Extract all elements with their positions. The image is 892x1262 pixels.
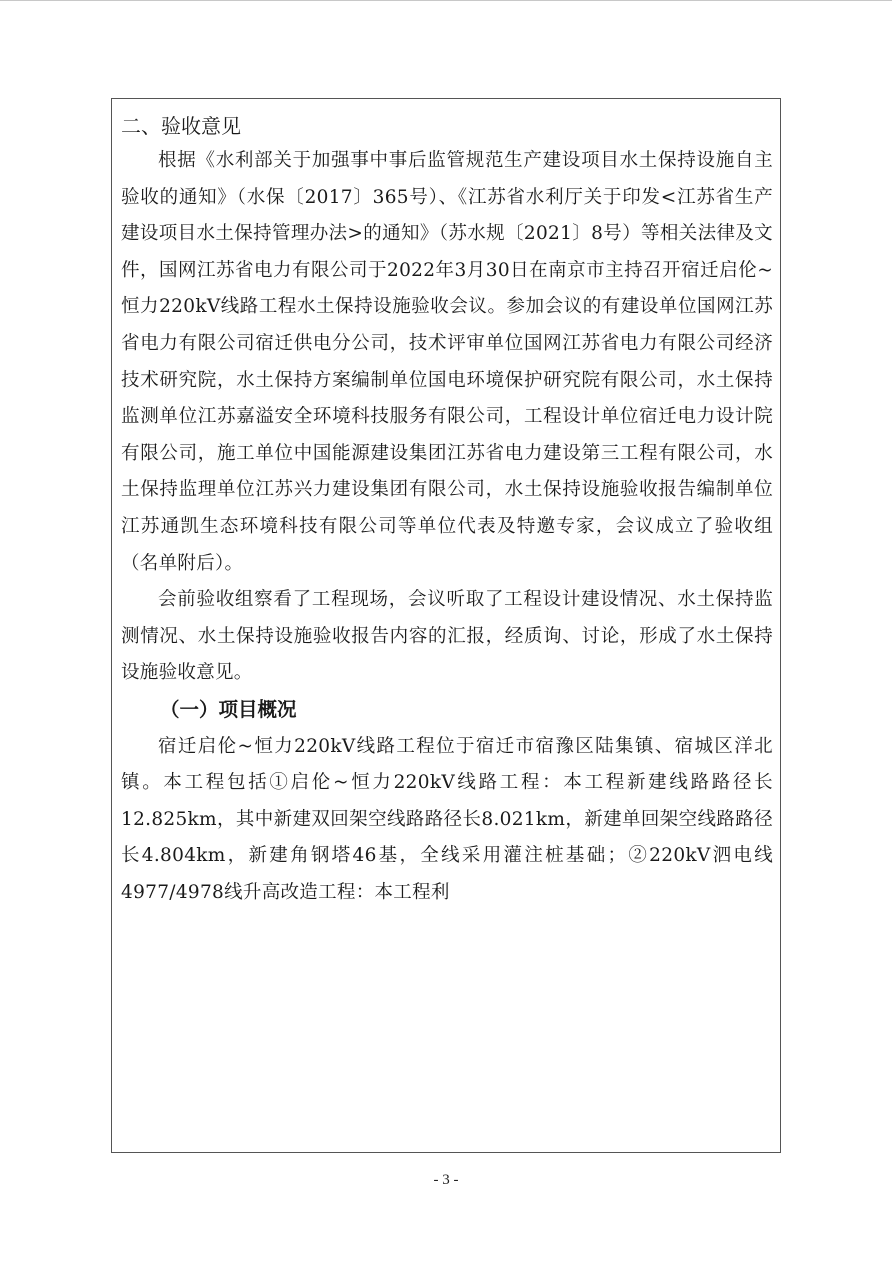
section-title: 二、验收意见 — [121, 114, 241, 138]
document-content — [121, 109, 773, 911]
overview-paragraph: 宿迁启伦~恒力220kV线路工程位于宿迁市宿豫区陆集镇、宿城区洋北镇。本工程包括①启伦~恒力220kV线路工程：本工程新建线路路径长12.825km，其中新建双回架空线路路径长8.021km，新建单回架空线路路径长4.804km，新建角钢塔46基，全线采用灌注桩基础；②220kV泗电线4977/4978线升高改造工程：本工程利 — [121, 735, 773, 903]
page-number: - 3 - — [433, 1172, 459, 1188]
subsection-title: （一）项目概况 — [160, 697, 297, 721]
body-paragraph-2: 会前验收组察看了工程现场，会议听取了工程设计建设情况、水土保持监测情况、水土保持设施验收报告内容的汇报，经质询、讨论，形成了水土保持设施验收意见。 — [121, 589, 773, 684]
body-paragraph-1: 根据《水利部关于加强事中事后监管规范生产建设项目水土保持设施自主验收的通知》（水保〔2017〕365号）、《江苏省水利厅关于印发<江苏省生产建设项目水土保持管理办法>的通知》（苏水规〔2021〕8号）等相关法律及文件，国网江苏省电力有限公司于2022年3月30日在南京市主持召开宿迁启伦~恒力220kV线路工程水土保持设施验收会议。参加会议的有建设单位国网江苏省电力有限公司宿迁供电分公司，技术评审单位国网江苏省电力有限公司经济技术研究院，水土保持方案编制单位国电环境保护研究院有限公司，水土保持监测单位江苏嘉溢安全环境科技服务有限公司，工程设计单位宿迁电力设计院有限公司，施工单位中国能源建设集团江苏省电力建设第三工程有限公司，水土保持监理单位江苏兴力建设集团有限公司，水土保持设施验收报告编制单位江苏通凯生态环境科技有限公司等单位代表及特邀专家，会议成立了验收组（名单附后）。 — [121, 150, 773, 574]
top-rule — [0, 0, 892, 1]
document-frame — [111, 98, 781, 1153]
